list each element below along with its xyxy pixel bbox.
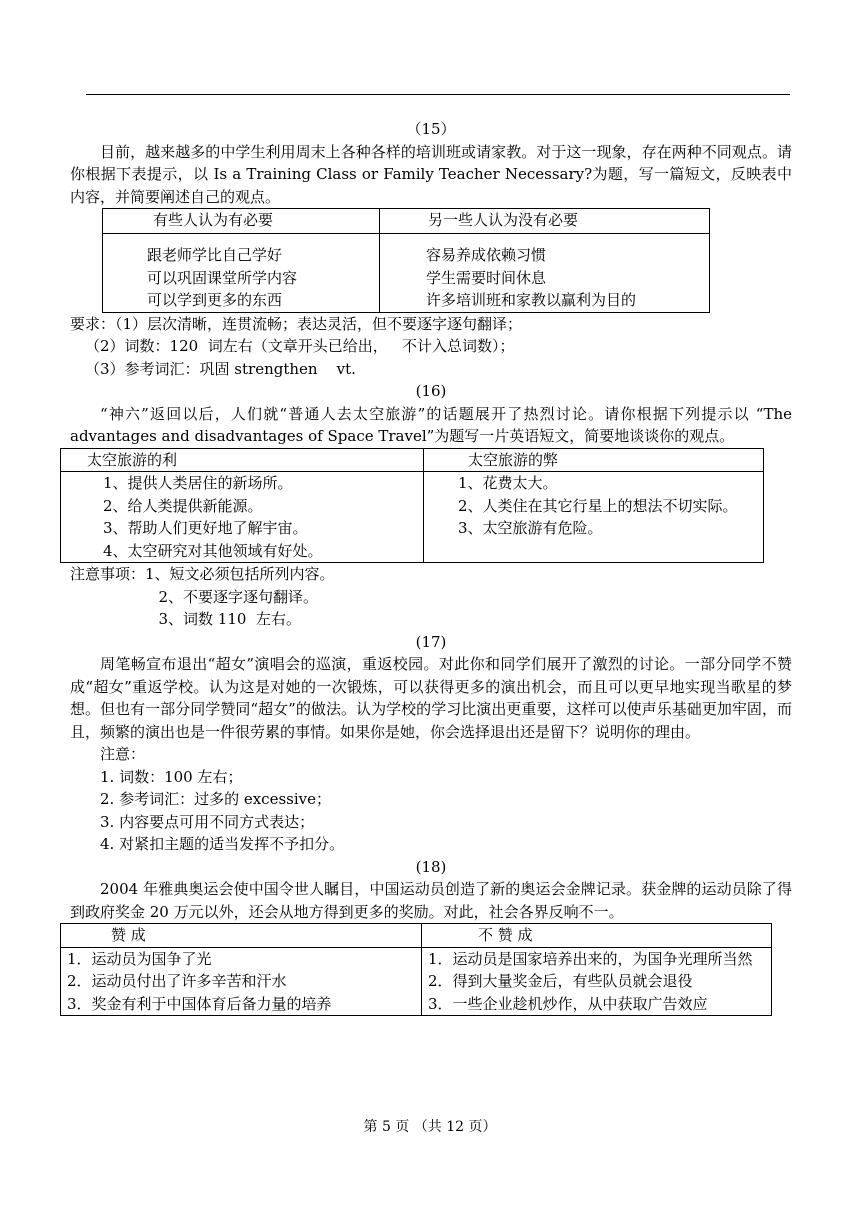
note-line: 2、不要逐字逐句翻译。 [158, 587, 319, 606]
header-rule [86, 94, 790, 95]
list-item: 1、提供人类居住的新场所。 [103, 474, 293, 492]
opinion-table [60, 923, 772, 1016]
requirement-line: 要求：（1）层次清晰，连贯流畅；表达灵活，但不要逐字逐句翻译； [70, 314, 523, 333]
list-item: 3、太空旅游有危险。 [458, 519, 603, 537]
requirement-line: （3）参考词汇：巩固 strengthen vt. [85, 359, 356, 378]
table-header: 不 赞 成 [422, 924, 772, 948]
note-line: 2. 参考词汇：过多的 excessive； [100, 790, 332, 808]
list-item: 3．一些企业趁机炒作，从中获取广告效应 [428, 994, 708, 1013]
note-line: 4. 对紧扣主题的适当发挥不予扣分。 [100, 835, 345, 853]
list-item: 可以巩固课堂所学内容 [147, 268, 298, 287]
note-line: 1. 词数：100 左右； [100, 767, 243, 786]
page-content [67, 118, 792, 1016]
list-item: 2、人类住在其它行星上的想法不切实际。 [458, 496, 738, 515]
pros-cons-table [60, 448, 764, 564]
list-item: 2、给人类提供新能源。 [103, 496, 263, 515]
note-line: 3. 内容要点可用不同方式表达； [100, 812, 315, 831]
note-title: 注意： [100, 745, 146, 763]
table-cell [424, 472, 764, 563]
table-header: 太空旅游的利 [61, 448, 424, 472]
table-cell [422, 947, 772, 1016]
requirement-line: （2）词数：120 词左右（文章开头已给出， 不计入总词数）； [85, 337, 515, 355]
page-footer: 第 5 页 （共 12 页） [363, 1119, 497, 1135]
list-item: 1、花费太大。 [458, 474, 558, 492]
list-item: 跟老师学比自己学好 [147, 246, 283, 264]
table-header: 太空旅游的弊 [424, 448, 764, 472]
table-cell [61, 947, 422, 1016]
table-cell [103, 234, 380, 313]
list-item: 3、帮助人们更好地了解宇宙。 [103, 519, 308, 537]
table-cell [380, 234, 710, 313]
list-item: 4、太空研究对其他领域有好处。 [103, 541, 323, 560]
question-number: （15） [406, 120, 456, 138]
list-item: 3．奖金有利于中国体育后备力量的培养 [67, 994, 332, 1013]
table-header: 有些人认为有必要 [103, 209, 380, 234]
list-item: 容易养成依赖习惯 [426, 246, 547, 264]
question-intro: “神六”返回以后，人们就“普通人去太空旅游”的话题展开了热烈讨论。请你根据下列提示以 “The advantages and disadvantages of Space Travel”为题写一片英语短文，简要地谈谈你的观点。 [70, 404, 792, 445]
question-intro: 周笔畅宣布退出“超女”演唱会的巡演，重返校园。对此你和同学们展开了激烈的讨论。一部分同学不赞成“超女”重返学校。认为这是对她的一次锻炼，可以获得更多的演出机会，而且可以更早地实现当歌星的梦想。但也有一部分同学赞同“超女”的做法。认为学校的学习比演出更重要，这样可以使声乐基础更加牢固，而且，频繁的演出也是一件很劳累的事情。如果你是她，你会选择退出还是留下？说明你的理由。 [70, 655, 792, 741]
list-item: 学生需要时间休息 [426, 268, 547, 287]
list-item: 1．运动员是国家培养出来的，为国争光理所当然 [428, 949, 753, 968]
question-number: (17) [415, 632, 447, 651]
note-line: 3、词数 110 左右。 [158, 610, 301, 628]
table-header: 赞 成 [61, 924, 422, 948]
note-line: 注意事项：1、短文必须包括所列内容。 [70, 565, 335, 583]
list-item: 2．运动员付出了许多辛苦和汗水 [67, 972, 287, 990]
list-item: 可以学到更多的东西 [147, 291, 283, 309]
list-item: 2．得到大量奖金后，有些队员就会退役 [428, 972, 693, 990]
question-intro: 目前，越来越多的中学生利用周末上各种各样的培训班或请家教。对于这一现象，存在两种不同观点。请你根据下表提示，以 Is a Training Class or Family Teacher Necessary?为题，写一篇短文，反映表中内容，并简要阐述自己的观点。 [70, 142, 792, 206]
opinion-table [102, 208, 710, 313]
list-item: 1．运动员为国争了光 [67, 949, 212, 968]
list-item: 许多培训班和家教以赢利为目的 [426, 291, 637, 309]
question-number: (16) [415, 382, 447, 400]
question-number: (18) [415, 857, 447, 876]
table-header: 另一些人认为没有必要 [380, 209, 710, 234]
question-intro: 2004 年雅典奥运会使中国令世人瞩目，中国运动员创造了新的奥运会金牌记录。获金牌的运动员除了得到政府奖金 20 万元以外，还会从地方得到更多的奖励。对此，社会各界反响不一。 [70, 880, 792, 921]
table-cell [61, 472, 424, 563]
